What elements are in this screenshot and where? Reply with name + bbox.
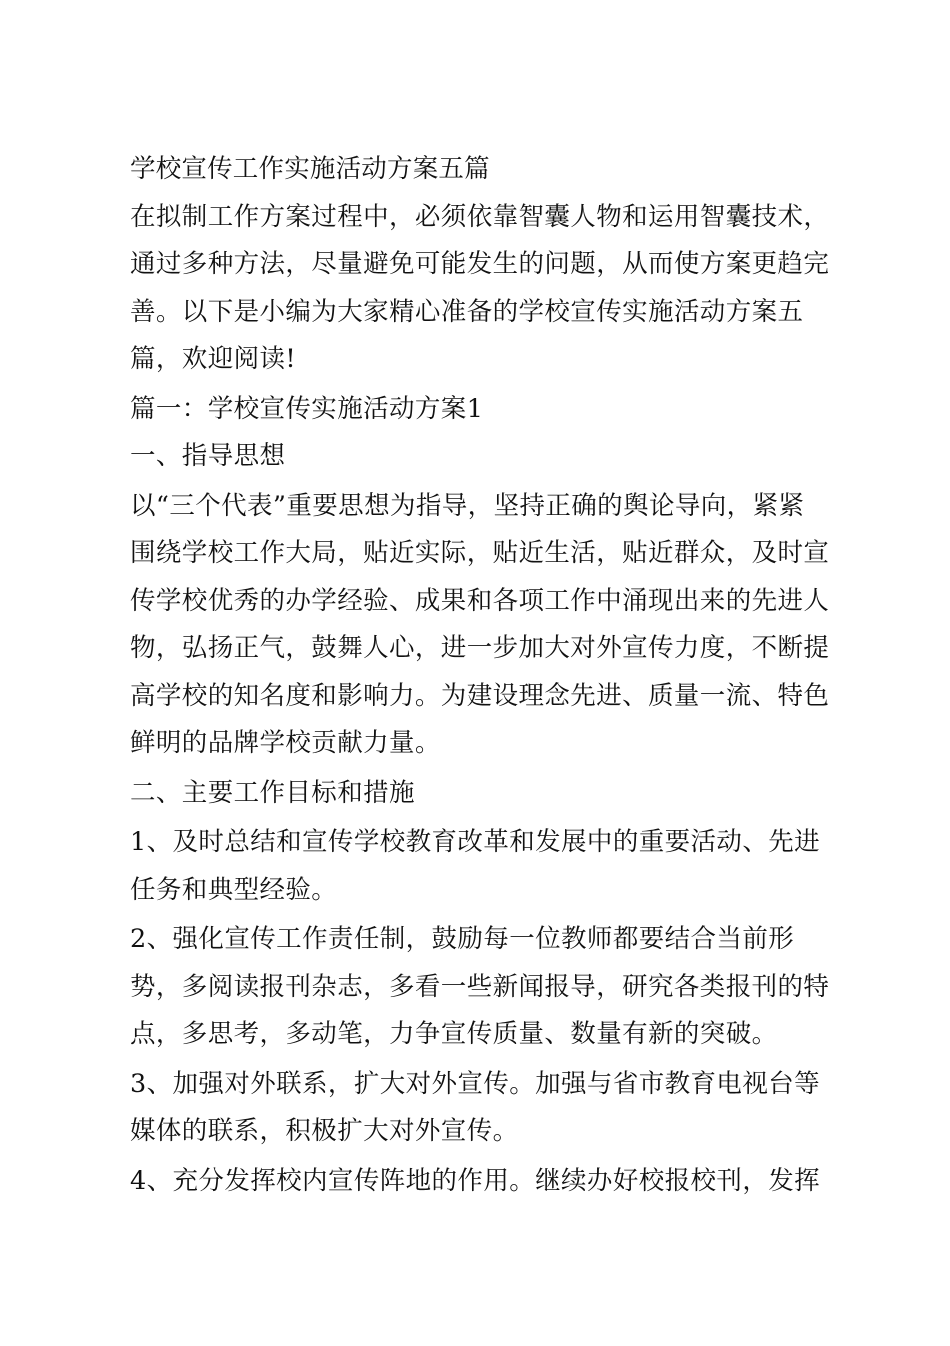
item1-line: 1、及时总结和宣传学校教育改革和发展中的重要活动、先进 <box>130 827 821 857</box>
part1-line: 高学校的知名度和影响力。为建设理念先进、质量一流、特色 <box>130 680 830 711</box>
item2-line: 2、强化宣传工作责任制，鼓励每一位教师都要结合当前形 <box>130 924 795 954</box>
item4-line: 4、充分发挥校内宣传阵地的作用。继续办好校报校刊，发挥 <box>130 1165 821 1196</box>
document-body <box>130 146 830 1205</box>
intro-line: 篇，欢迎阅读! <box>130 344 297 374</box>
item1-paragraph <box>130 819 830 914</box>
part1-line: 传学校优秀的办学经验、成果和各项工作中涌现出来的先进人 <box>130 585 830 616</box>
part1-line: 以“三个代表”重要思想为指导，坚持正确的舆论导向，紧紧 <box>130 490 805 521</box>
part1-line: 物，弘扬正气，鼓舞人心，进一步加大对外宣传力度，不断提 <box>130 633 830 663</box>
item2-line: 势，多阅读报刊杂志，多看一些新闻报导，研究各类报刊的特 <box>130 971 830 1002</box>
item2-line: 点，多思考，多动笔，力争宣传质量、数量有新的突破。 <box>130 1019 778 1049</box>
intro-paragraph <box>130 194 830 384</box>
part1-paragraph <box>130 483 830 768</box>
item4-paragraph <box>130 1158 830 1206</box>
item3-line: 媒体的联系，积极扩大对外宣传。 <box>130 1116 519 1146</box>
item3-paragraph <box>130 1061 830 1156</box>
part2-heading: 二、主要工作目标和措施 <box>130 777 415 808</box>
intro-line: 善。以下是小编为大家精心准备的学校宣传实施活动方案五 <box>130 296 804 327</box>
item2-paragraph <box>130 916 830 1059</box>
part1-heading: 一、指导思想 <box>130 441 286 471</box>
section-heading: 篇一：学校宣传实施活动方案1 <box>130 393 484 424</box>
intro-line: 在拟制工作方案过程中，必须依靠智囊人物和运用智囊技术， <box>130 201 830 232</box>
document-title: 学校宣传工作实施活动方案五篇 <box>130 154 490 184</box>
item1-line: 任务和典型经验。 <box>130 874 338 905</box>
part1-line: 鲜明的品牌学校贡献力量。 <box>130 728 441 758</box>
part1-line: 围绕学校工作大局，贴近实际，贴近生活，贴近群众，及时宣 <box>130 538 830 568</box>
item3-line: 3、加强对外联系，扩大对外宣传。加强与省市教育电视台等 <box>130 1068 821 1099</box>
intro-line: 通过多种方法，尽量避免可能发生的问题，从而使方案更趋完 <box>130 249 830 279</box>
